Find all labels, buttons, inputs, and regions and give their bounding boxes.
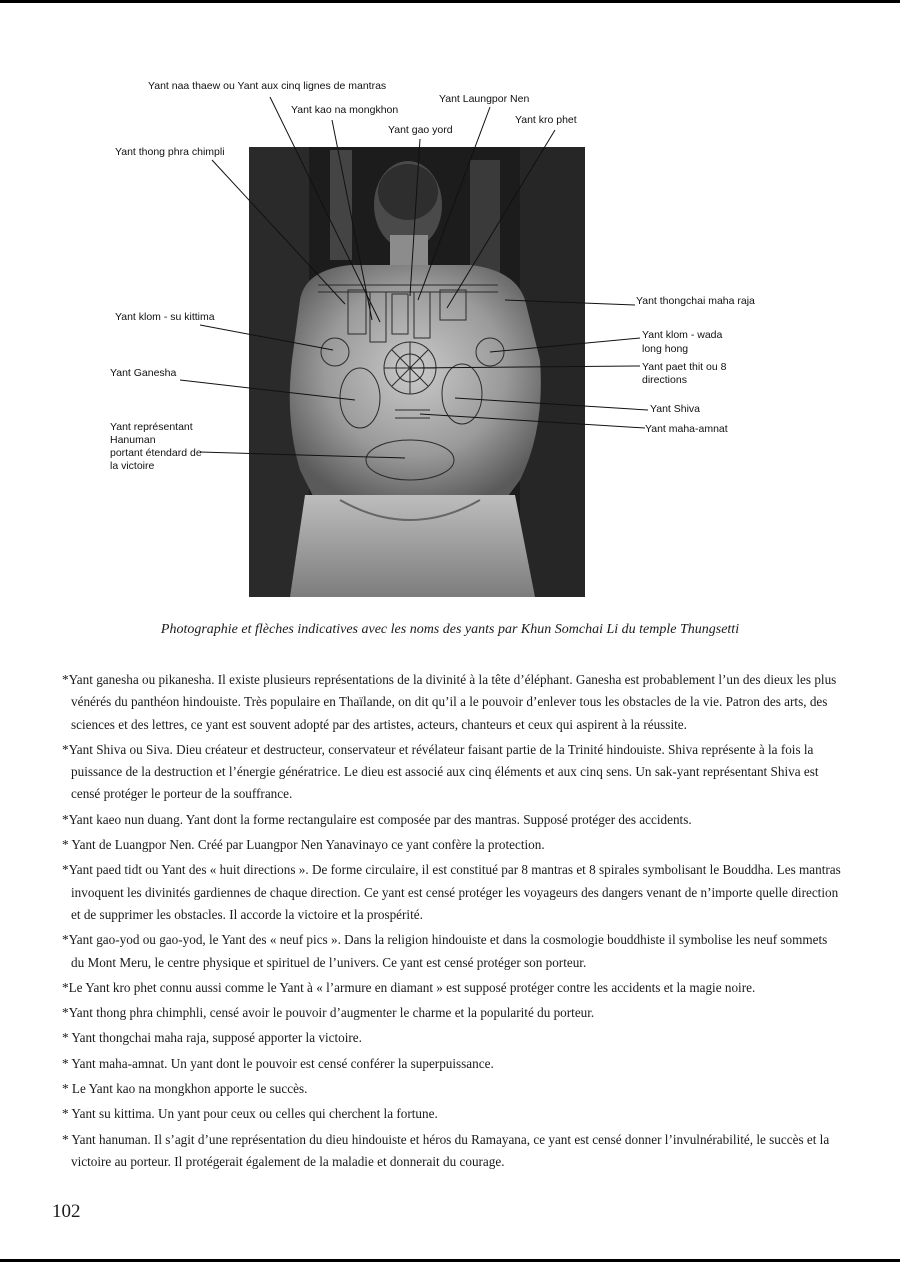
paragraph-thongchai-maha-raja: * Yant thongchai maha raja, supposé apporter la victoire. [62, 1030, 362, 1046]
label-yant-paet-thit-line1: Yant paet thit ou 8 [642, 361, 727, 373]
annotated-photograph [0, 0, 900, 610]
paragraph-gao-yod: *Yant gao-yod ou gao-yod, le Yant des « neuf pics ». Dans la religion hindouiste et dans la cosmologie bouddhiste il symbolise les neuf sommets du Mont Meru, le centre physique et spirituel de l’univers. Ce yant est censé protéger son porteur. [62, 932, 828, 970]
label-yant-maha-amnat: Yant maha-amnat [645, 423, 728, 435]
label-yant-hanuman-line2: Hanuman [110, 434, 156, 446]
tattoo-photo [0, 0, 900, 610]
label-yant-klom-wada-line2: long hong [642, 343, 689, 355]
label-yant-klom-wada-line1: Yant klom - wada [642, 329, 723, 341]
label-yant-ganesha: Yant Ganesha [110, 367, 177, 379]
label-yant-gao-yord: Yant gao yord [388, 124, 453, 136]
label-yant-kao-na-mongkhon: Yant kao na mongkhon [291, 104, 399, 116]
paragraph-kro-phet: *Le Yant kro phet connu aussi comme le Yant à « l’armure en diamant » est supposé protéger contre les accidents et la magie noire. [62, 979, 756, 995]
paragraph-shiva: *Yant Shiva ou Siva. Dieu créateur et destructeur, conservateur et révélateur faisant partie de la Trinité hindouiste. Shiva représente à la fois la puissance de la destruction et l’énergie génératrice. Le dieu est associé aux cinq éléments et aux cinq sens. Un sak-yant représentant Shiva est censé protéger le porteur de la souffrance. [62, 741, 819, 802]
label-yant-kro-phet: Yant kro phet [515, 114, 577, 126]
paragraph-hanuman: * Yant hanuman. Il s’agit d’une représentation du dieu hindouiste et héros du Ramayana, ce yant est censé donner l’invulnérabilité, le succès et la victoire au porteur. Il protégerait également de la maladie et donnerait du courage. [62, 1131, 830, 1169]
paragraph-kaeo-nun-duang: *Yant kaeo nun duang. Yant dont la forme rectangulaire est composée par des mantras. Supposé protéger des accidents. [62, 811, 692, 827]
paragraph-thong-phra-chimphli: *Yant thong phra chimphli, censé avoir le pouvoir d’augmenter le charme et la popularité du porteur. [62, 1005, 595, 1021]
page-number: 102 [52, 1201, 81, 1222]
label-yant-hanuman-line3: portant étendard de [110, 447, 202, 459]
paragraph-su-kittima: * Yant su kittima. Un yant pour ceux ou celles qui cherchent la fortune. [62, 1106, 438, 1122]
paragraph-paed-tidt: *Yant paed tidt ou Yant des « huit directions ». De forme circulaire, il est constitué par 8 mantras et 8 spirales symbolisant le Bouddha. Les mantras invoquent les divinités gardiennes de chaque direction. Ce yant est censé protéger les voyageurs des dangers venant de n’importe quelle direction et de supprimer les obstacles. Il accorde la victoire et la prospérité. [62, 862, 841, 922]
paragraph-ganesha: *Yant ganesha ou pikanesha. Il existe plusieurs représentations de la divinité à la tête d’éléphant. Ganesha est probablement l’un des dieux les plus vénérés du panthéon hindouiste. Très populaire en Thaïlande, on dit qu’il a le pouvoir d’enlever tous les obstacles de la vie. Patron des arts, des sciences et des lettres, ce yant est souvent adopté par des artistes, acteurs, chanteurs et ceux qui aspirent à la réussite. [62, 672, 837, 732]
paragraph-luangpor-nen: * Yant de Luangpor Nen. Créé par Luangpor Nen Yanavinayo ce yant confère la protection. [62, 837, 545, 853]
bottom-rule [0, 1259, 900, 1262]
paragraph-kao-na-mongkhon: * Le Yant kao na mongkhon apporte le succès. [62, 1081, 308, 1097]
label-yant-paet-thit-line2: directions [642, 374, 687, 386]
figure-caption: Photographie et flèches indicatives avec les noms des yants par Khun Somchai Li du temple Thungsetti [160, 622, 740, 637]
label-yant-shiva: Yant Shiva [650, 403, 701, 415]
body-text [62, 669, 842, 1176]
label-yant-hanuman-line4: la victoire [110, 460, 155, 472]
label-yant-hanuman-line1: Yant représentant [110, 421, 193, 433]
label-yant-thong-phra-chimpli: Yant thong phra chimpli [115, 146, 225, 158]
label-yant-naa-thaew: Yant naa thaew ou Yant aux cinq lignes de mantras [148, 80, 387, 92]
paragraph-maha-amnat: * Yant maha-amnat. Un yant dont le pouvoir est censé conférer la superpuissance. [62, 1055, 494, 1071]
label-yant-thongchai-maha-raja: Yant thongchai maha raja [636, 295, 755, 307]
label-yant-klom-su-kittima: Yant klom - su kittima [115, 311, 215, 323]
label-yant-laungpor-nen: Yant Laungpor Nen [439, 93, 530, 105]
